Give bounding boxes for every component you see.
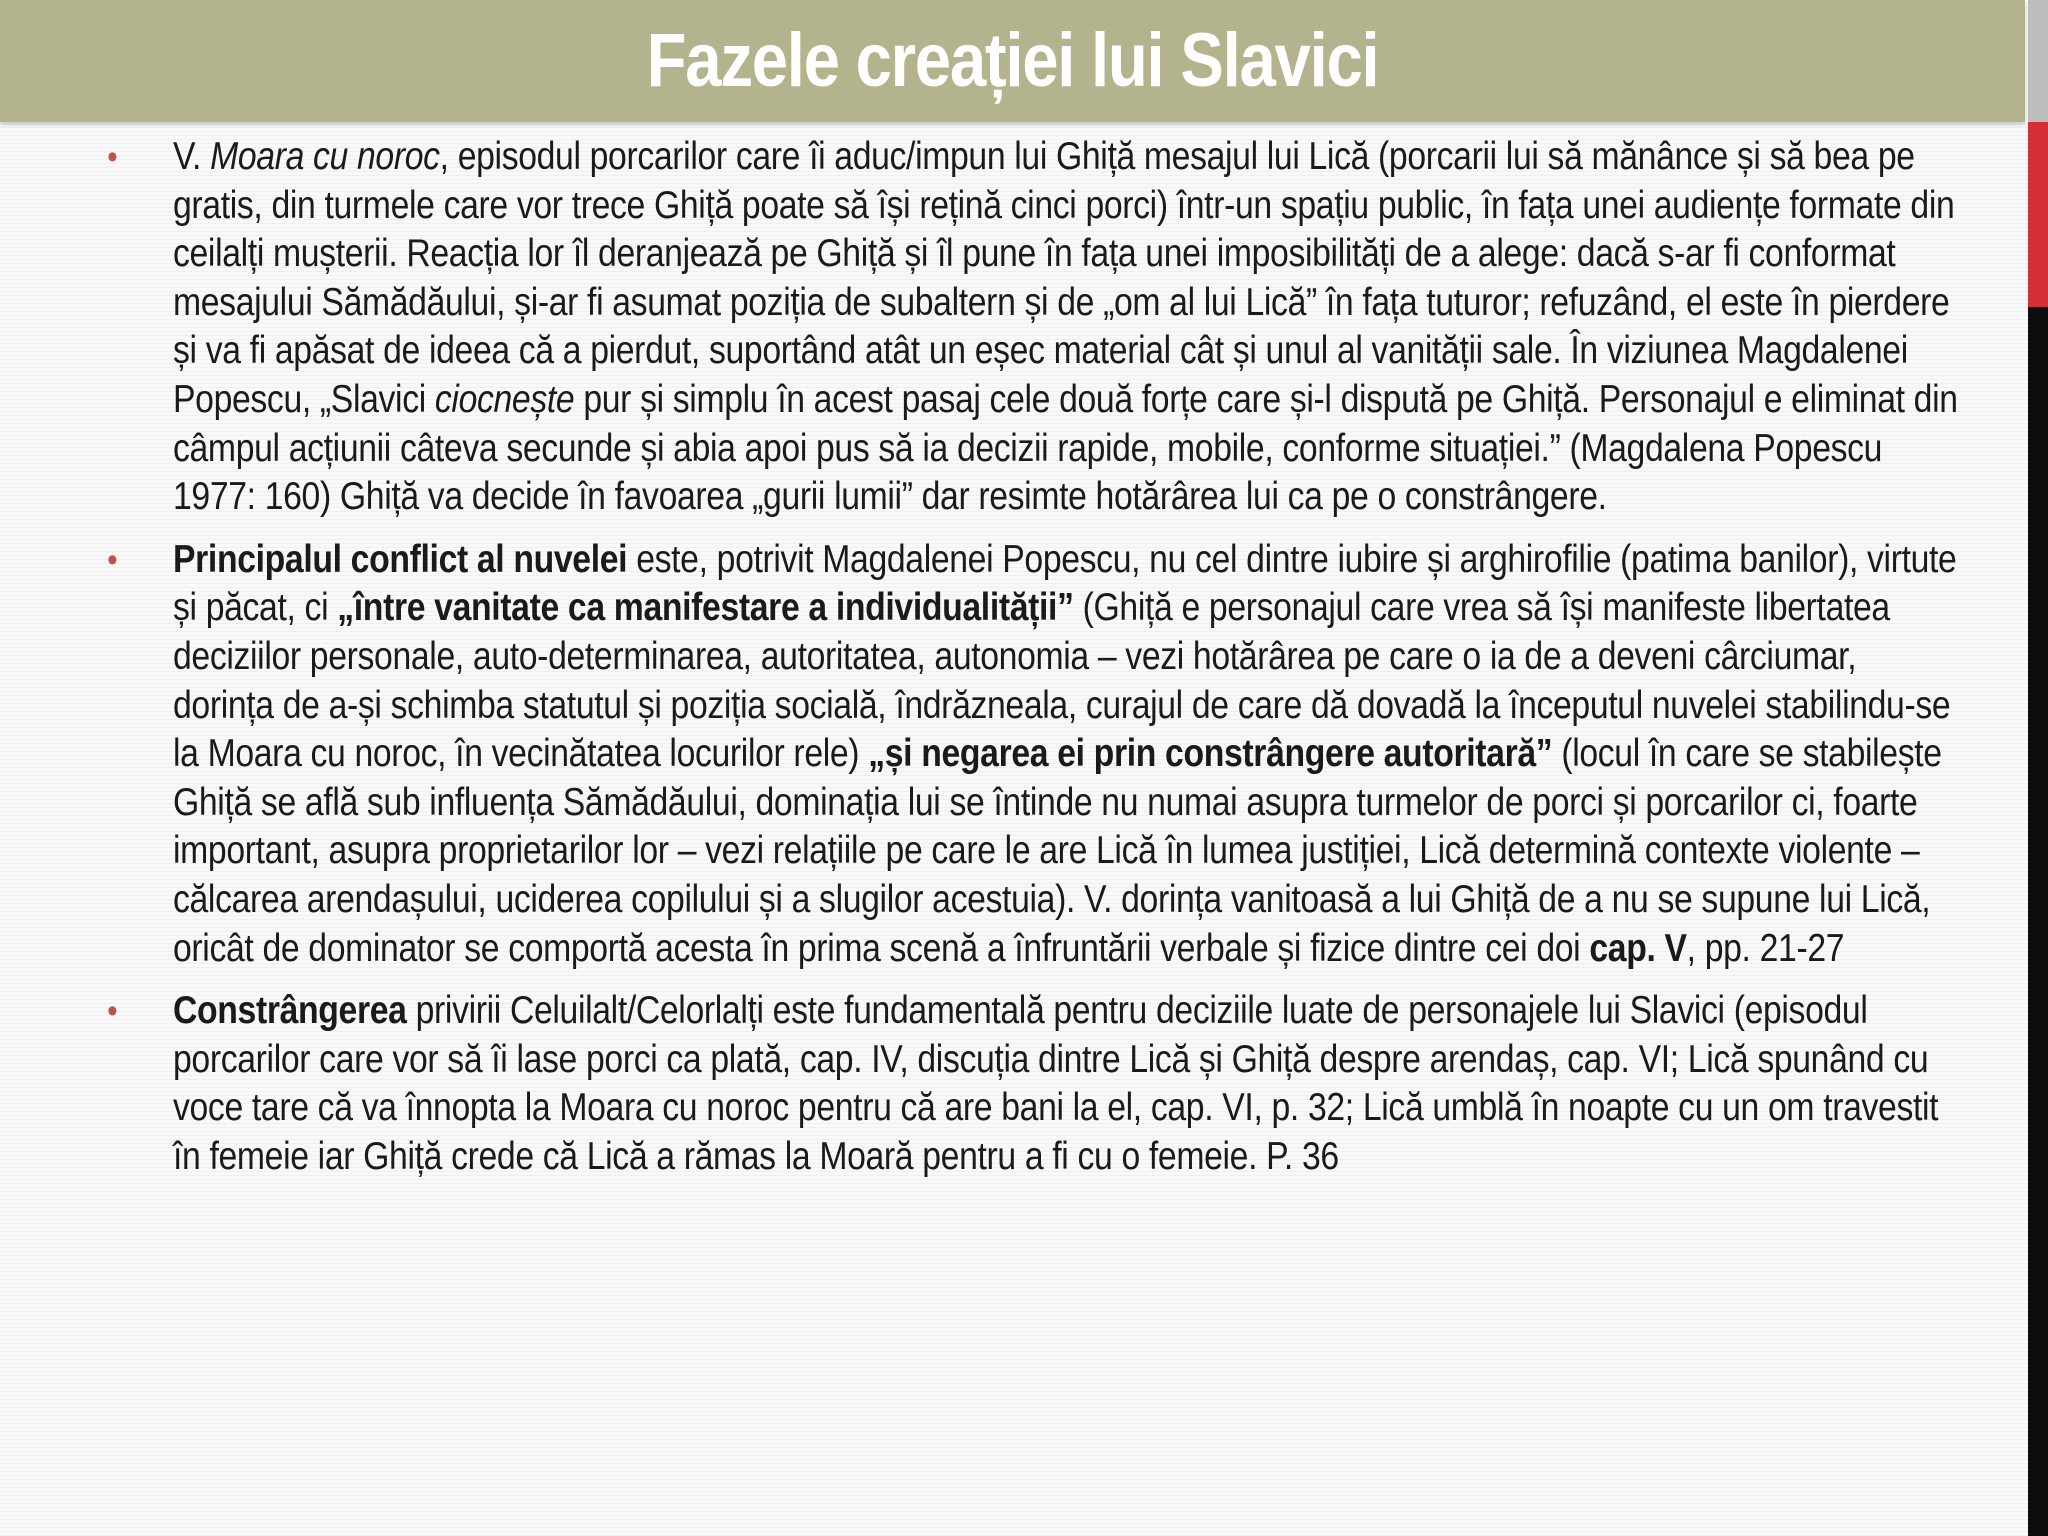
bullet-text-segment: pur și simplu în acest pasaj cele două forțe care și-l dispută pe Ghiță. Personajul e eliminat din câmpul acțiunii câteva secunde și abia apoi pus să ia decizii rapide, mobile, conforme situației.” (Magdalena Popescu 1977: 160) Ghiță va decide în favoarea „gurii lumii” dar resimte hotărârea lui ca pe o constrângere. bbox=[173, 377, 1958, 519]
bullet-text-segment: (Ghiță e personajul care vrea să își manifeste libertatea deciziilor personale, auto-determinarea, autoritatea, autonomia – vezi hotărârea pe care o ia de a deveni cârciumar, dorința de a-și schimba statutul și poziția socială, îndrăzneala, curajul de care dă dovadă la începutul nuvelei stabilindu-se la Moara cu noroc, în vecinătatea locurilor rele) bbox=[173, 586, 1951, 776]
bullet-text-segment: (locul în care se stabilește Ghiță se află sub influența Sămădăului, dominația lui se întinde nu numai asupra turmelor de porci și porcarilor ci, foarte important, asupra proprietarilor lor – vezi relațiile pe care le are Lică în lumea justiției, Lică determină contexte violente – călcarea arendașului, uciderea copilului și a slugilor acestuia). V. dorința vanitoasă a lui Ghiță de a nu se supune lui Lică, oricât de dominator se comportă acesta în prima scenă a înfruntării verbale și fizice dintre cei doi bbox=[173, 732, 1942, 970]
bullet-text-segment: , pp. 21-27 bbox=[1686, 926, 1845, 970]
bullet-text-segment: privirii Celuilalt/Celorlalți este fundamentală pentru deciziile luate de personajele lui Slavici (episodul porcarilor care vor să îi lase porci ca plată, cap. IV, discuția dintre Lică și Ghiță despre arendaș, cap. VI; Lică spunând cu voce tare că va înnopta la Moara cu noroc pentru că are bani la el, cap. VI, p. 32; Lică umblă în noapte cu un om travestit în femeie iar Ghiță crede că Lică a rămas la Moară pentru a fi cu o femeie. P. 36 bbox=[173, 989, 1939, 1178]
bullet-dot-icon: • bbox=[107, 138, 118, 176]
bullet-text-segment: V. bbox=[173, 135, 211, 178]
slide-content bbox=[0, 133, 2048, 1195]
bullet-dot-icon: • bbox=[107, 540, 118, 579]
bullet-item-principalul-conflict bbox=[0, 536, 1964, 973]
bullet-list bbox=[0, 133, 2048, 1181]
bullet-text-bold: cap. V bbox=[1589, 926, 1687, 970]
bullet-text-bold: „și negarea ei prin constrângere autoritară” bbox=[868, 732, 1553, 776]
bullet-item-moara-cu-noroc bbox=[0, 133, 1964, 522]
bullet-text-segment: , episodul porcarilor care îi aduc/impun lui Ghiță mesajul lui Lică (porcarii lui să mănânce și să bea pe gratis, din turmele care vor trece Ghiță poate să își rețină cinci porci) într-un spațiu public, în fața unei audiențe formate din ceilalți mușterii. Reacția lor îl deranjează pe Ghiță și îl pune în fața unei imposibilități de a alege: dacă s-ar fi conformat mesajului Sămădăului, și-ar fi asumat poziția de subaltern și de „om al lui Lică” în fața tuturor; refuzând, el este în pierdere și va fi apăsat de ideea că a pierdut, suportând atât un eșec material cât și unul al vanității sale. În viziunea Magdalenei Popescu, „Slavici bbox=[173, 135, 1955, 421]
bullet-dot-icon: • bbox=[107, 992, 118, 1031]
bullet-item-constrangerea bbox=[0, 987, 1964, 1181]
bullet-text-bold: Principalul conflict al nuvelei bbox=[173, 537, 628, 581]
bullet-text-bold: „între vanitate ca manifestare a individualității” bbox=[337, 586, 1074, 630]
right-edge-accent-gray bbox=[2028, 0, 2048, 122]
bullet-text-bold: Constrângerea bbox=[173, 989, 407, 1033]
bullet-text-italic: ciocnește bbox=[434, 377, 575, 421]
bullet-text-segment: este, potrivit Magdalenei Popescu, nu cel dintre iubire și arghirofilie (patima banilor), virtute și păcat, ci bbox=[173, 537, 1957, 630]
bullet-text-italic: Moara cu noroc bbox=[210, 135, 440, 178]
slide-title: Fazele creației lui Slavici bbox=[646, 18, 1379, 103]
